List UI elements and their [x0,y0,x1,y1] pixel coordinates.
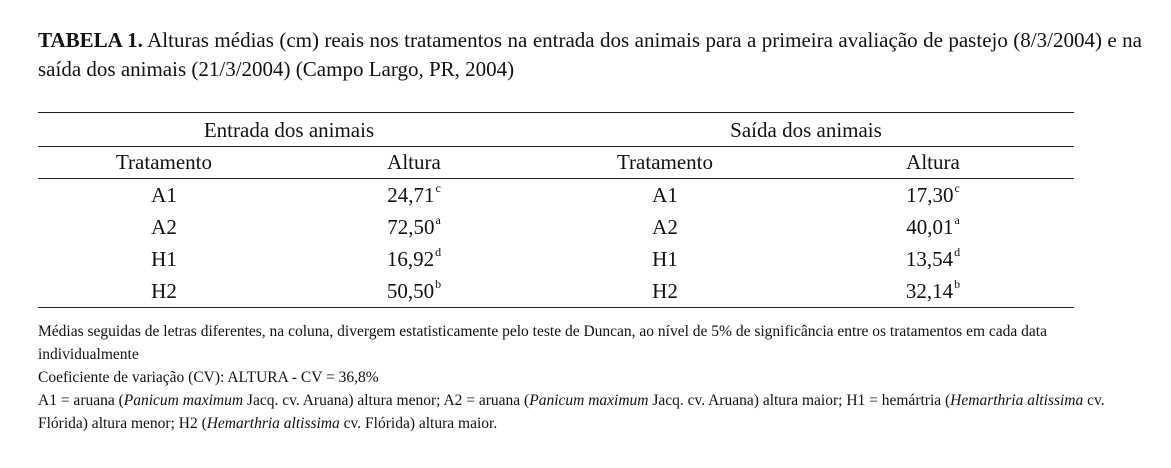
table-cell-tratamento-saida: A1 [652,183,678,207]
table-bottom-rule [38,307,1074,308]
table-cell-tratamento-saida: H2 [652,279,678,303]
table-caption [38,26,1142,84]
column-header-tratamento-entrada: Tratamento [115,150,213,174]
significance-letter: a [435,213,441,227]
table-group-rule [38,146,1074,147]
column-header-tratamento-saida: Tratamento [616,150,714,174]
column-header-altura-entrada: Altura [387,150,441,174]
table-cell-tratamento-entrada: H1 [151,247,177,271]
group-header-entrada: Entrada dos animais [203,118,375,142]
table-cell-tratamento-entrada: H2 [151,279,177,303]
significance-letter: b [435,277,442,291]
significance-letter: d [954,245,961,259]
significance-letter: d [435,245,442,259]
table-cell-altura-entrada: 16,92$^d$ [386,245,442,271]
group-header-saida: Saída dos animais [730,118,882,142]
table-header-rule [38,178,1074,179]
table-cell-tratamento-entrada: A2 [151,215,177,239]
footnote-duncan: Médias seguidas de letras diferentes, na coluna, divergem estatisticamente pelo teste de Duncan, ao nível de 5% de significância entre os tratamentos em cada data individualmente [38,323,1047,363]
table-cell-altura-entrada: 24,71$^c$ [387,181,441,207]
significance-letter: b [954,277,961,291]
footnote-legend: A1 = aruana (Panicum maximum Jacq. cv. Aruana) altura menor; A2 = aruana (Panicum maximum Jacq. cv. Aruana) altura maior; H1 = hemártria (Hemarthria altissima cv. Flórida) altura menor; H2 (Hemarthria altissima cv. Flórida) altura maior. [38,392,1105,432]
caption-label: TABELA 1. [38,28,143,52]
table-cell-altura-entrada: 72,50$^a$ [387,213,441,239]
table-cell-tratamento-saida: H1 [652,247,678,271]
table-cell-tratamento-entrada: A1 [151,183,177,207]
table-cell-altura-saida: 13,54$^d$ [905,245,961,271]
footnote-cv: Coeficiente de variação (CV): ALTURA - CV = 36,8% [38,369,379,386]
table-footnotes [38,320,1138,435]
table-top-rule [38,112,1074,113]
significance-letter: c [954,181,960,195]
column-header-altura-saida: Altura [906,150,960,174]
table-cell-altura-saida: 32,14$^b$ [905,277,961,303]
table-cell-altura-entrada: 50,50$^b$ [386,277,442,303]
significance-letter: a [954,213,960,227]
table-cell-altura-saida: 40,01$^a$ [906,213,960,239]
table-cell-altura-saida: 17,30$^c$ [906,181,960,207]
caption-text: Alturas médias (cm) reais nos tratamentos na entrada dos animais para a primeira avaliação de pastejo (8/3/2004) e na saída dos animais (21/3/2004) (Campo Largo, PR, 2004) [38,28,1142,81]
table-cell-tratamento-saida: A2 [652,215,678,239]
significance-letter: c [435,181,441,195]
